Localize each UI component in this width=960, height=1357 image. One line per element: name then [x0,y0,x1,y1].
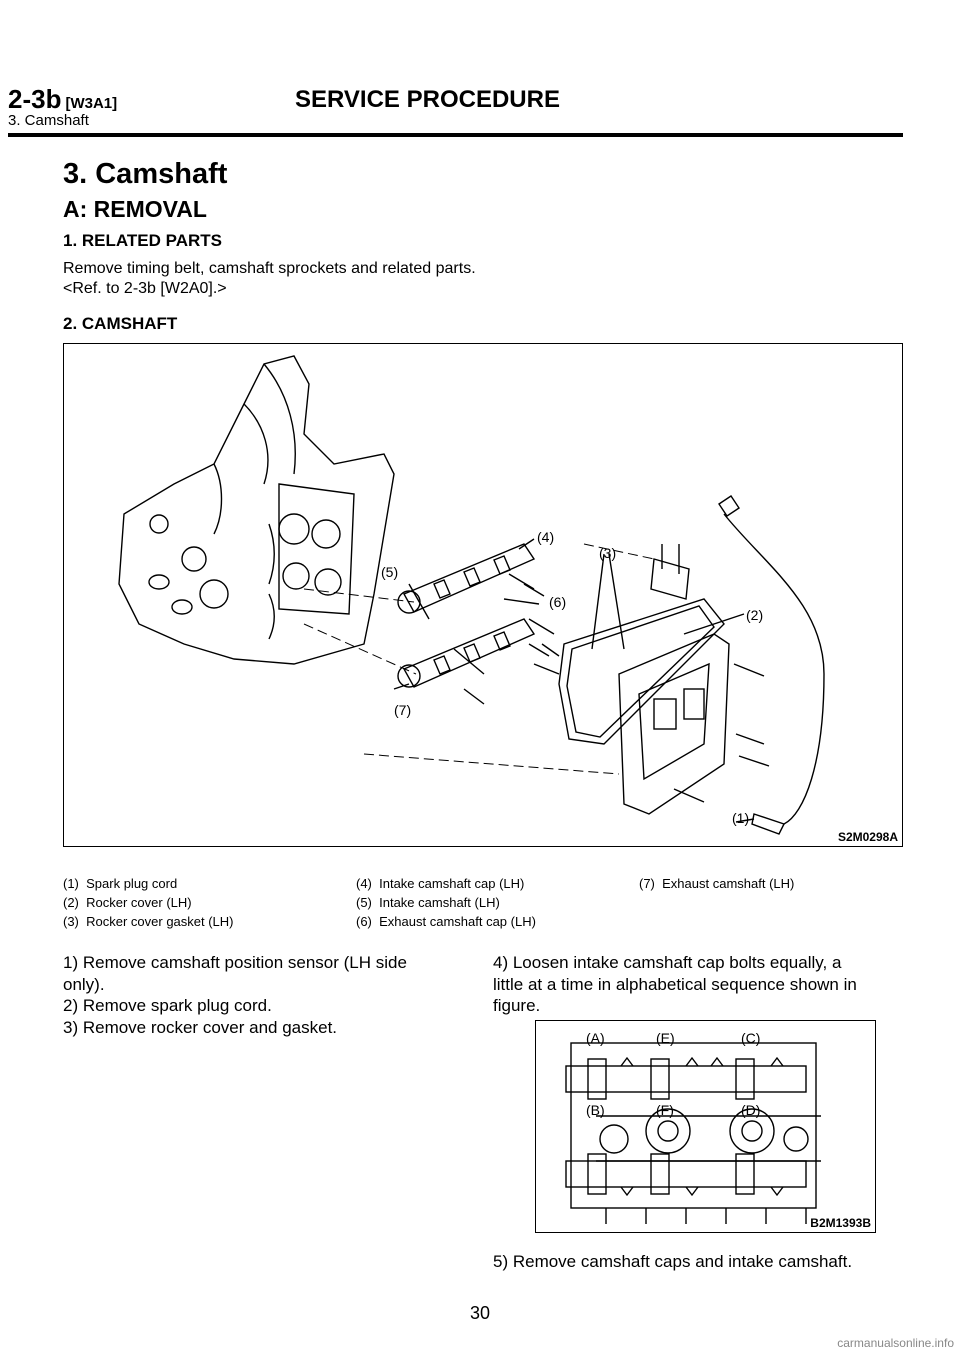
cap-label-e: (E) [656,1030,675,1046]
callout-7: (7) [394,702,412,718]
page-title: 3. Camshaft [63,158,228,190]
cap-sequence-figure [535,1020,876,1233]
cap-label-d: (D) [741,1102,761,1118]
step-line: 3) Remove rocker cover and gasket. [63,1017,338,1037]
legend-item-5: (5) Intake camshaft (LH) [356,895,500,910]
step-line: 1) Remove camshaft position sensor (LH side [63,953,407,972]
legend-item-7: (7) Exhaust camshaft (LH) [639,876,795,891]
cap-label-c: (C) [741,1030,761,1046]
step-5: 5) Remove camshaft caps and intake camshaft. [493,1252,853,1271]
legend-item-3: (3) Rocker cover gasket (LH) [63,914,234,929]
callout-2: (2) [746,607,764,623]
steps-right [493,952,857,1017]
callout-5: (5) [381,564,399,580]
step-line: 2) Remove spark plug cord. [63,996,272,1015]
related-parts-ref[interactable]: <Ref. to 2-3b [W2A0].> [63,280,227,297]
step-line: figure. [493,996,541,1015]
watermark: carmanualsonline.info [837,1336,954,1350]
step-line: 4) Loosen intake camshaft cap bolts equally, a [493,953,842,972]
related-parts-heading: 1. RELATED PARTS [63,231,222,250]
header-rule [8,133,903,137]
callout-6: (6) [549,594,567,610]
cap-sequence-drawing [536,1021,875,1232]
exploded-view-drawing [64,344,902,846]
steps-left [63,952,407,1038]
callout-4: (4) [537,529,555,545]
callout-1: (1) [732,810,750,826]
camshaft-heading: 2. CAMSHAFT [63,314,178,333]
step-line: little at a time in alphabetical sequence shown in [493,974,857,994]
related-parts-text: Remove timing belt, camshaft sprockets and related parts. [63,260,476,277]
step-line: only). [63,974,105,994]
page-number: 30 [469,1303,491,1323]
cap-label-f: (F) [656,1102,674,1118]
figure-code: S2M0298A [837,830,898,844]
cap-label-b: (B) [586,1102,605,1118]
figure-code: B2M1393B [810,1216,871,1230]
exploded-view-figure [63,343,903,847]
section-heading: A: REMOVAL [63,196,207,222]
legend-item-6: (6) Exhaust camshaft cap (LH) [356,914,536,929]
cap-label-a: (A) [586,1030,605,1046]
section-ref: [W3A1] [65,95,118,112]
callout-3: (3) [599,545,617,561]
header-subtitle: 3. Camshaft [8,112,89,129]
legend-item-4: (4) Intake camshaft cap (LH) [356,876,525,891]
legend-item-2: (2) Rocker cover (LH) [63,895,192,910]
header-title: SERVICE PROCEDURE [295,86,560,113]
legend-item-1: (1) Spark plug cord [63,876,178,891]
section-code: 2-3b [W3A1] [8,84,118,114]
